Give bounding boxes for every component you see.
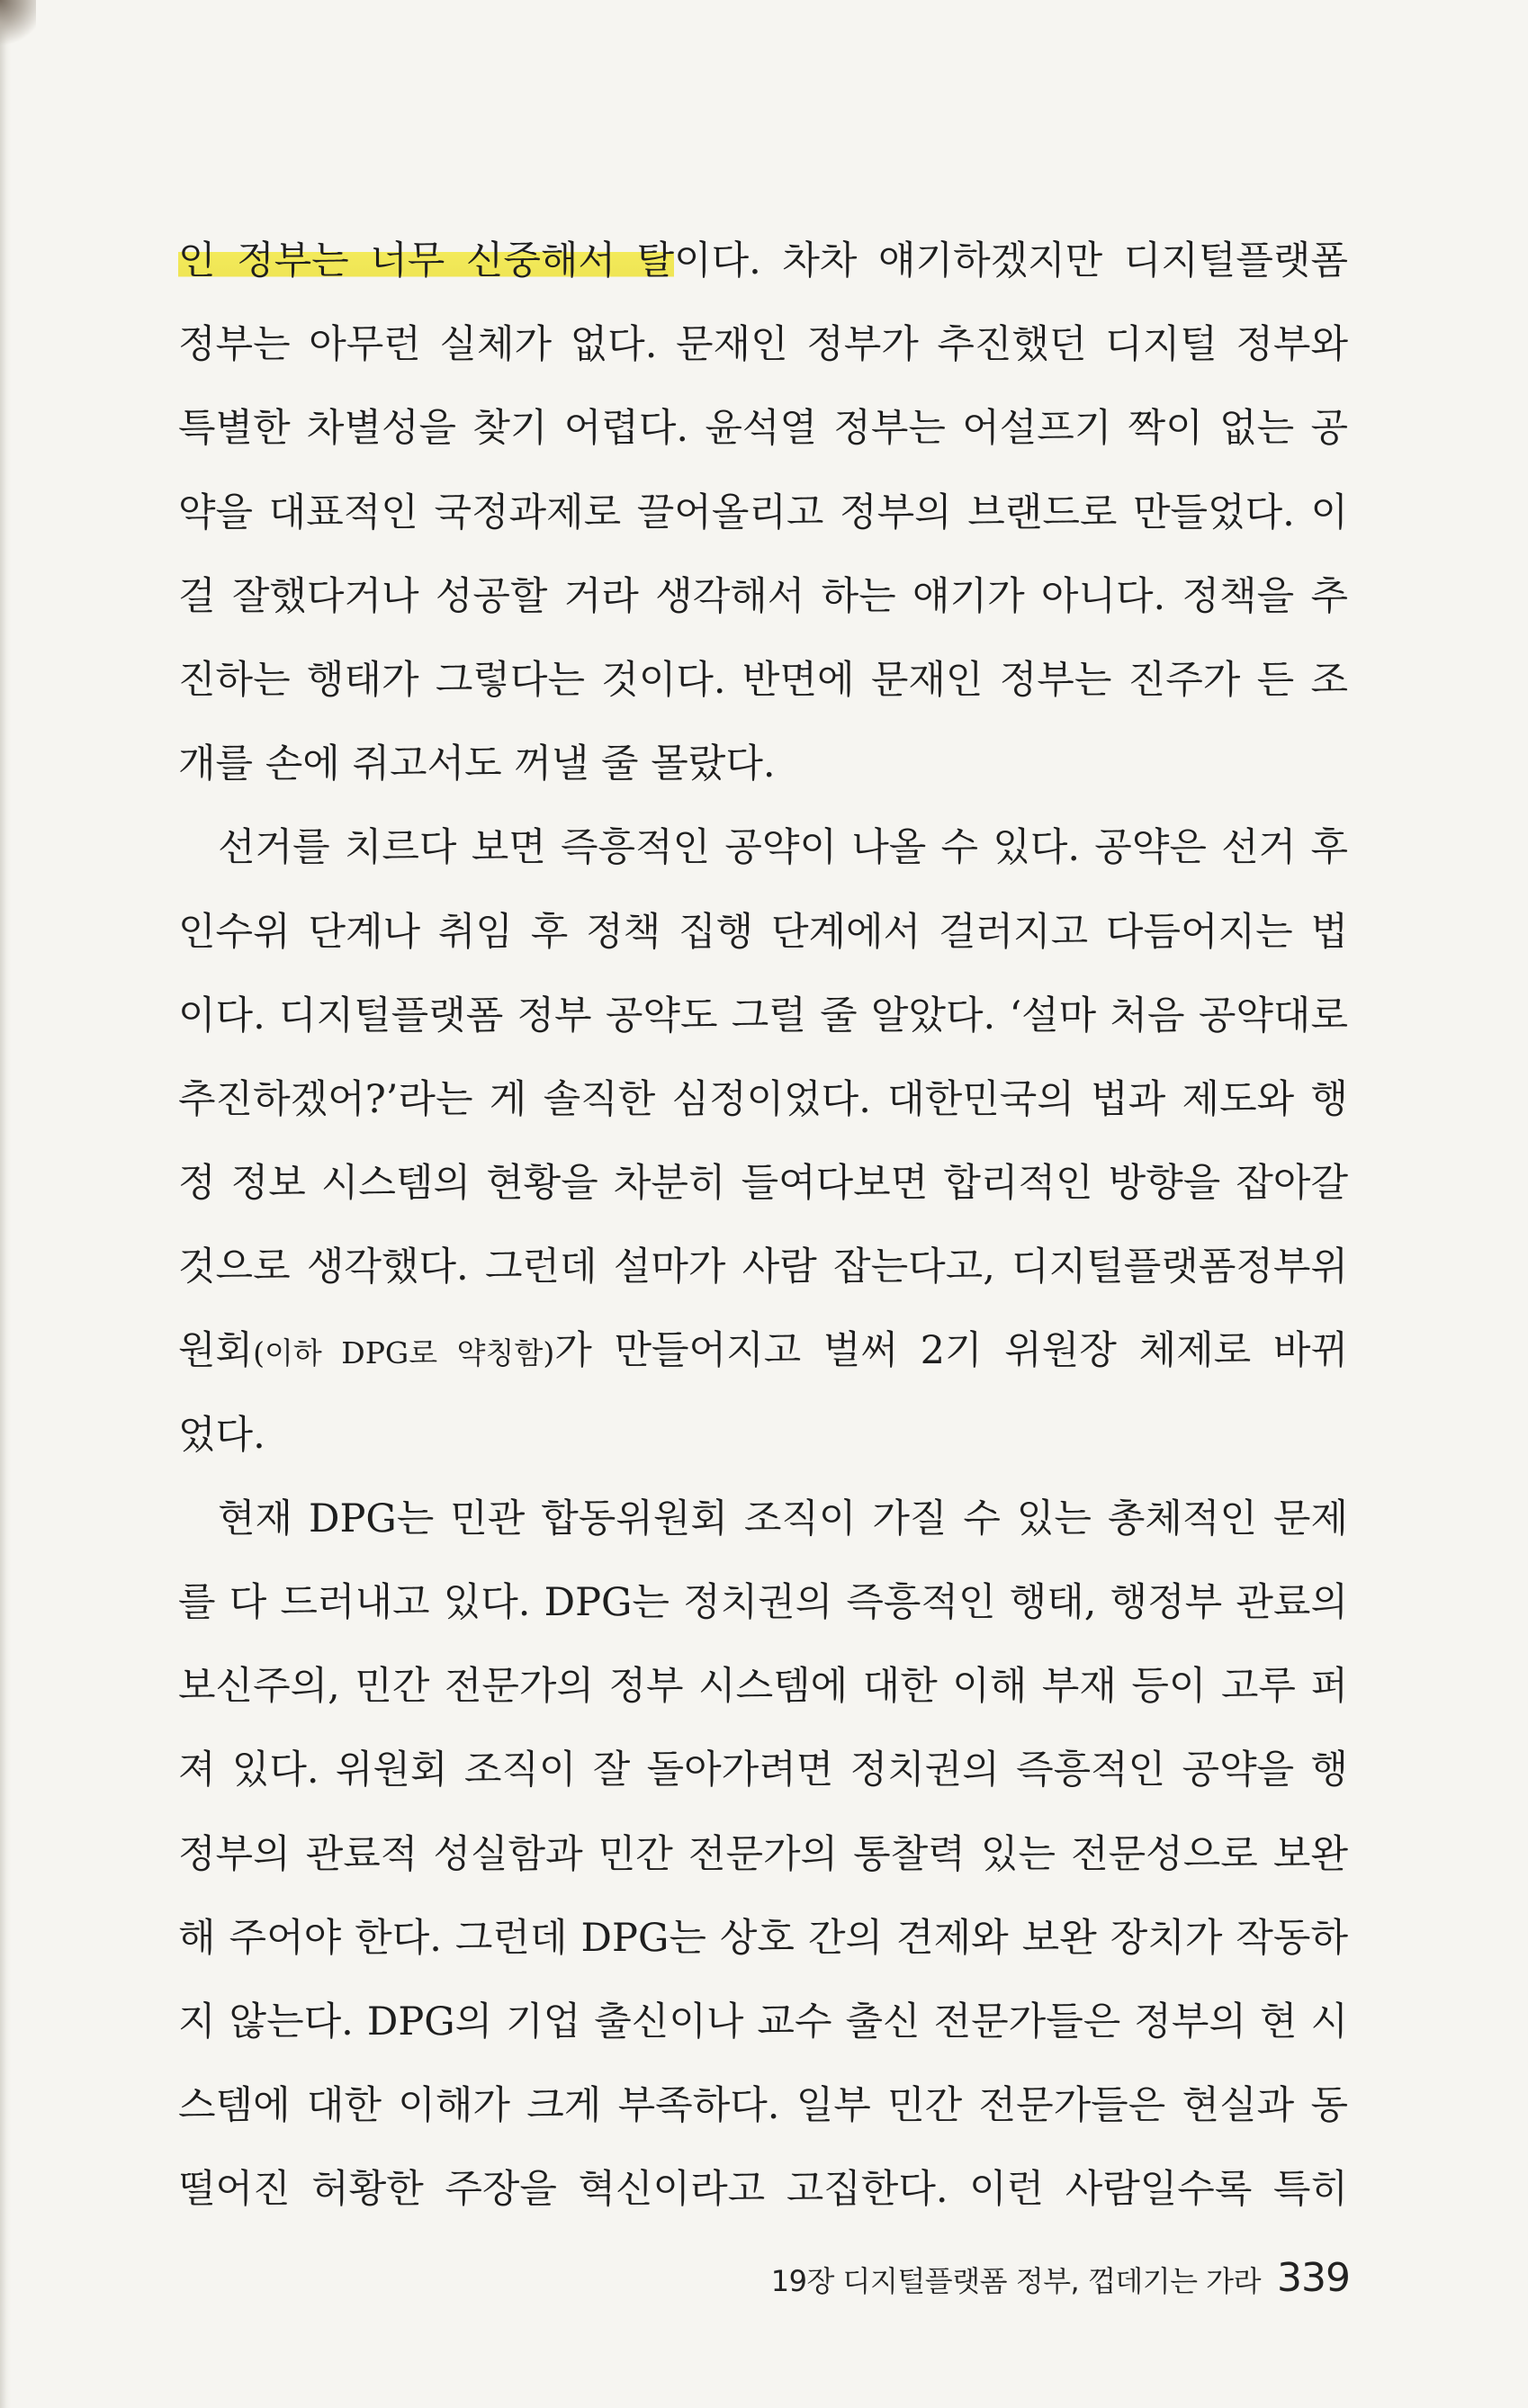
text-line: 것으로 생각했다. 그런데 설마가 사람 잡는다고, 디지털플랫폼정부위 — [178, 1244, 1348, 1290]
text-line: 정부의 관료적 성실함과 민간 전문가의 통찰력 있는 전문성으로 보완 — [178, 1831, 1348, 1877]
text-line: 원회(이하 DPG로 약칭함)가 만들어지고 벌써 2기 위원장 체제로 바뀌 — [178, 1328, 1348, 1374]
body-text — [178, 220, 1348, 2233]
running-footer-chapter: 19장 디지털플랫폼 정부, 껍데기는 가라 — [770, 2264, 1262, 2298]
text-line: 지 않는다. DPG의 기업 출신이나 교수 출신 전문가들은 정부의 현 시 — [178, 1999, 1348, 2044]
page-number: 339 — [1277, 2255, 1350, 2301]
text-line: 걸 잘했다거나 성공할 거라 생각해서 하는 얘기가 아니다. 정책을 추 — [178, 573, 1348, 619]
text-line: 약을 대표적인 국정과제로 끌어올리고 정부의 브랜드로 만들었다. 이 — [178, 490, 1348, 535]
page-corner-shadow — [0, 0, 36, 54]
text-line: 져 있다. 위원회 조직이 잘 돌아가려면 정치권의 즉흥적인 공약을 행 — [178, 1748, 1348, 1793]
text-line: 인수위 단계나 취임 후 정책 집행 단계에서 걸러지고 다듬어지는 법 — [178, 909, 1348, 955]
text-line: 선거를 치르다 보면 즉흥적인 공약이 나올 수 있다. 공약은 선거 후 — [218, 825, 1348, 871]
text-line: 를 다 드러내고 있다. DPG는 정치권의 즉흥적인 행태, 행정부 관료의 — [178, 1580, 1348, 1625]
parenthetical-note: (이하 DPG로 약칭함) — [253, 1335, 555, 1371]
highlighted-text: 인 정부는 너무 신중해서 탈 — [178, 238, 675, 283]
text-line: 정 정보 시스템의 현황을 차분히 들여다보면 합리적인 방향을 잡아갈 — [178, 1161, 1348, 1207]
text-line: 인 정부는 너무 신중해서 탈이다. 차차 얘기하겠지만 디지털플랫폼 — [178, 238, 1348, 283]
text-line: 현재 DPG는 민관 합동위원회 조직이 가질 수 있는 총체적인 문제 — [218, 1496, 1348, 1541]
text-line: 특별한 차별성을 찾기 어렵다. 윤석열 정부는 어설프기 짝이 없는 공 — [178, 406, 1348, 452]
page-footer — [702, 2255, 1350, 2309]
text-line: 떨어진 허황한 주장을 혁신이라고 고집한다. 이런 사람일수록 특히 — [178, 2167, 1348, 2213]
text-line: 정부는 아무런 실체가 없다. 문재인 정부가 추진했던 디지털 정부와 — [178, 322, 1348, 368]
text-line: 이다. 디지털플랫폼 정부 공약도 그럴 줄 알았다. ‘설마 처음 공약대로 — [178, 993, 1348, 1038]
text-line: 진하는 행태가 그렇다는 것이다. 반면에 문재인 정부는 진주가 든 조 — [178, 657, 1348, 703]
text-line: 보신주의, 민간 전문가의 정부 시스템에 대한 이해 부재 등이 고루 퍼 — [178, 1664, 1348, 1710]
text-line: 개를 손에 쥐고서도 꺼낼 줄 몰랐다. — [178, 741, 776, 787]
text-line: 스템에 대한 이해가 크게 부족하다. 일부 민간 전문가들은 현실과 동 — [178, 2083, 1348, 2129]
text-line: 추진하겠어?’라는 게 솔직한 심정이었다. 대한민국의 법과 제도와 행 — [178, 1076, 1348, 1122]
text-line: 해 주어야 한다. 그런데 DPG는 상호 간의 견제와 보완 장치가 작동하 — [178, 1915, 1348, 1961]
page-edge-shadow — [0, 0, 11, 2408]
text-line: 었다. — [178, 1412, 265, 1458]
